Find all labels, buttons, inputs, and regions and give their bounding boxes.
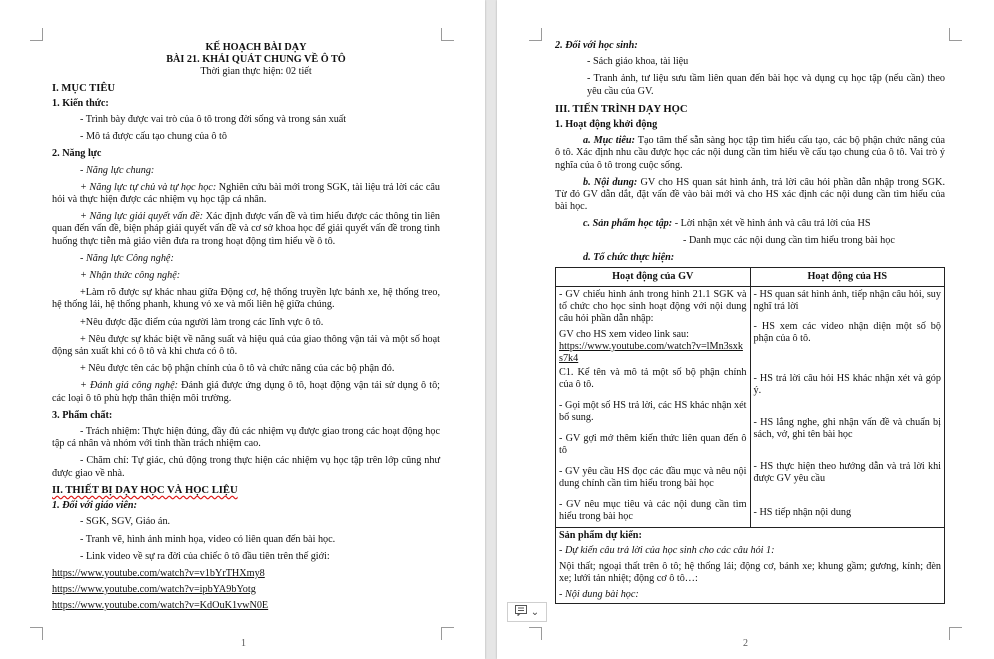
page-corner-mark	[529, 28, 542, 41]
quality-item: - Trách nhiệm: Thực hiện đúng, đầy đủ các nhiệm vụ được giao trong các hoạt động học tập cá nhân và nhóm với tinh thần trách nhiệm cao.	[52, 426, 440, 450]
section-equipment: II. THIẾT BỊ DẠY HỌC VÀ HỌC LIỆU	[52, 484, 238, 496]
video-link[interactable]: https://www.youtube.com/watch?v=ipbYA9bYotg	[52, 584, 256, 596]
tech-awareness: + Nhận thức công nghệ:	[80, 270, 181, 282]
teacher-item: - Tranh vẽ, hình ảnh minh họa, video có liên quan đến bài học.	[80, 533, 336, 545]
gv-item: GV cho HS xem video link sau:	[559, 329, 689, 341]
section-process: III. TIẾN TRÌNH DẠY HỌC	[555, 103, 688, 115]
hs-item: - HS thực hiện theo hướng dẫn và trả lời khi được GV yêu cầu	[753, 461, 941, 485]
evaluation-label: + Đánh giá công nghệ:	[80, 380, 179, 392]
page-corner-mark	[30, 627, 43, 640]
doc-title: KẾ HOẠCH BÀI DẠY	[205, 42, 307, 53]
quality-item: - Chăm chỉ: Tự giác, chủ động trong thực hiện các nhiệm vụ học tập trên lớp cũng như được giao về nhà.	[52, 455, 440, 479]
subsection-knowledge: 1. Kiến thức:	[52, 97, 109, 109]
page-corner-mark	[441, 627, 454, 640]
competence-label: + Năng lực giải quyết vấn đề:	[80, 211, 203, 223]
video-link[interactable]: https://www.youtube.com/watch?v=v1bYrTHXmy8	[52, 567, 265, 579]
comment-list-icon	[515, 605, 527, 619]
subsection-qualities: 3. Phẩm chất:	[52, 409, 113, 421]
awareness-item: +Nêu được đặc điểm của người làm trong các lĩnh vực ô tô.	[80, 316, 324, 328]
content-label: b. Nội dung:	[583, 176, 638, 188]
document-page-1	[0, 0, 485, 659]
page-1-body	[52, 42, 440, 617]
hs-item: - HS tiếp nhận nội dung	[753, 507, 852, 519]
gv-activities	[556, 287, 751, 528]
lesson-title: BÀI 21. KHÁI QUÁT CHUNG VỀ Ô TÔ	[166, 54, 346, 66]
page-corner-mark	[949, 28, 962, 41]
page-corner-mark	[30, 28, 43, 41]
product-label: c. Sản phẩm học tập:	[583, 218, 673, 230]
hs-item: - HS lắng nghe, ghi nhận vấn đề và chuẩn bị sách, vở, ghi tên bài học	[753, 417, 941, 441]
student-item: - Sách giáo khoa, tài liệu	[587, 56, 689, 68]
knowledge-item: - Mô tả được cấu tạo chung của ô tô	[80, 131, 227, 143]
evaluation-text: Đánh giá được ứng dụng ô tô, hoạt động vận tải sử dụng ô tô; các loại ô tô phù hợp thân thiện môi trường.	[52, 380, 441, 404]
video-link[interactable]: https://www.youtube.com/watch?v=KdOuK1vwN0E	[52, 600, 269, 612]
product	[555, 218, 945, 230]
chevron-down-icon: ⌄	[530, 606, 540, 618]
page-number: 1	[241, 638, 246, 649]
competence-text: Nghiên cứu bài mới trong SGK, tài liệu trả lời các câu hỏi và thực hiện được các nhiệm vụ học tập cá nhân.	[52, 181, 440, 206]
for-teacher: 1. Đối với giáo viên:	[52, 500, 137, 512]
content-item	[555, 177, 945, 214]
section-objectives: I. MỤC TIÊU	[52, 82, 116, 94]
page-number: 2	[743, 638, 748, 649]
comments-toolbar-button[interactable]	[507, 602, 547, 622]
competence-item	[52, 182, 440, 206]
teacher-item: - Link video về sự ra đời của chiếc ô tô đầu tiên trên thế giới:	[80, 550, 330, 562]
gv-item: - GV yêu cầu HS đọc các đầu mục và nêu nội dung chính cần tìm hiểu trong bài học	[559, 466, 747, 490]
competence-text: Xác định được vấn đề và tìm hiểu được các thông tin liên quan đến vấn đề, biện pháp giải quyết vấn đề và cơ sở khoa học để giải quyết vấn đề trong tình huống thực tiễn mà giáo viên đưa ra trong hoạt động tìm hiểu về ô tô.	[52, 211, 440, 247]
gv-item: - Gọi một số HS trả lời, các HS khác nhận xét bổ sung.	[559, 400, 747, 424]
hs-item: - HS xem các video nhận diện một số bộ phận của ô tô.	[753, 321, 941, 345]
expected-product	[556, 528, 945, 604]
student-item: - Tranh ảnh, tư liệu sưu tầm liên quan đến bài học và dụng cụ học tập (nếu cần) theo yêu cầu của GV.	[587, 73, 945, 97]
expected-product-title: Sản phẩm dự kiến:	[559, 530, 642, 542]
gv-item: - GV gợi mở thêm kiến thức liên quan đến ô tô	[559, 433, 747, 457]
gv-item: - GV nêu mục tiêu và các nội dung cần tìm hiểu trong bài học	[559, 499, 747, 523]
product-text-2: - Danh mục các nội dung cần tìm hiểu trong bài học	[683, 234, 895, 246]
activity-warmup: 1. Hoạt động khởi động	[555, 119, 658, 131]
expected-product-sub: - Dự kiến câu trả lời của học sinh cho các câu hỏi 1:	[559, 545, 775, 557]
column-header-hs: Hoạt động của HS	[750, 268, 945, 287]
page-corner-mark	[441, 28, 454, 41]
page-corner-mark	[529, 627, 542, 640]
competence-label: + Năng lực tự chủ và tự học học:	[80, 181, 217, 193]
duration: Thời gian thực hiện: 02 tiết	[200, 66, 312, 78]
product-text: - Lời nhận xét về hình ảnh và câu trả lời của HS	[672, 218, 871, 230]
objective	[555, 135, 945, 172]
gv-item: C1. Kể tên và mô tả một số bộ phận chính của ô tô.	[559, 367, 747, 391]
content-text: GV cho HS quan sát hình ảnh, trả lời câu hỏi phần dẫn nhập trong SGK. Từ đó GV dẫn dắt, đặt vấn đề vào bài mới và cho HS xác định các nội dung cần tìm hiểu của bài học.	[555, 176, 945, 213]
awareness-item: +Làm rõ được sự khác nhau giữa Động cơ, hệ thống truyền lực bánh xe, hệ thống treo, hệ thống lái, hệ thống phanh, khung vỏ xe và mối liên hệ giữa chúng.	[52, 287, 440, 311]
activity-table	[555, 267, 945, 604]
subsection-competence: 2. Năng lực	[52, 148, 102, 160]
gv-item: - GV chiếu hình ảnh trong hình 21.1 SGK và tổ chức cho học sinh hoạt động với nội dung câu hỏi phần dẫn nhập:	[559, 289, 747, 325]
column-header-gv: Hoạt động của GV	[556, 268, 751, 287]
page-corner-mark	[949, 627, 962, 640]
competence-item	[52, 211, 440, 248]
teacher-item: - SGK, SGV, Giáo án.	[80, 516, 171, 528]
objective-label: a. Mục tiêu:	[583, 135, 635, 147]
expected-answer: Nội thất; ngoại thất trên ô tô; hệ thống lái; động cơ, bánh xe; khung gầm; gương, kính; đèn xe; lưới tản nhiệt; động cơ ô tô…:	[559, 561, 941, 585]
knowledge-item: - Trình bày được vai trò của ô tô trong đời sống và trong sản xuất	[80, 114, 347, 126]
organization-label: d. Tổ chức thực hiện:	[583, 251, 675, 263]
hs-activities	[750, 287, 945, 528]
lesson-content-label: - Nội dung bài học:	[559, 589, 639, 601]
awareness-item: + Nêu được tên các bộ phận chính của ô tô và chức năng của các bộ phận đó.	[80, 363, 395, 375]
document-page-2	[497, 0, 994, 659]
tech-competence: - Năng lực Công nghệ:	[80, 252, 174, 264]
awareness-item: + Nêu được sự khác biệt về năng suất và hiệu quả của giao thông vận tải và một số hoạt động sản xuất khi có ô tô và khi chưa có ô tô.	[52, 333, 440, 358]
objective-text: Tạo tâm thế sẵn sàng học tập tìm hiểu cấu tạo, các bộ phận chức năng của ô tô. Xác định nhu cầu được học các nội dung cần tìm hiểu về cấu tạo chung của ô tô. Vai trò ý nghĩa của ô tô trong cuộc sống.	[555, 135, 945, 171]
page-2-body	[555, 40, 945, 604]
for-student: 2. Đối với học sinh:	[555, 40, 638, 51]
video-link[interactable]: https://www.youtube.com/watch?v=lMn3sxks7k4	[559, 341, 743, 365]
hs-item: - HS quan sát hình ảnh, tiếp nhận câu hỏi, suy nghĩ trả lời	[753, 289, 941, 313]
evaluation-item	[52, 380, 440, 404]
hs-item: - HS trả lời câu hỏi HS khác nhận xét và góp ý.	[753, 373, 941, 397]
general-competence: - Năng lực chung:	[80, 164, 155, 176]
